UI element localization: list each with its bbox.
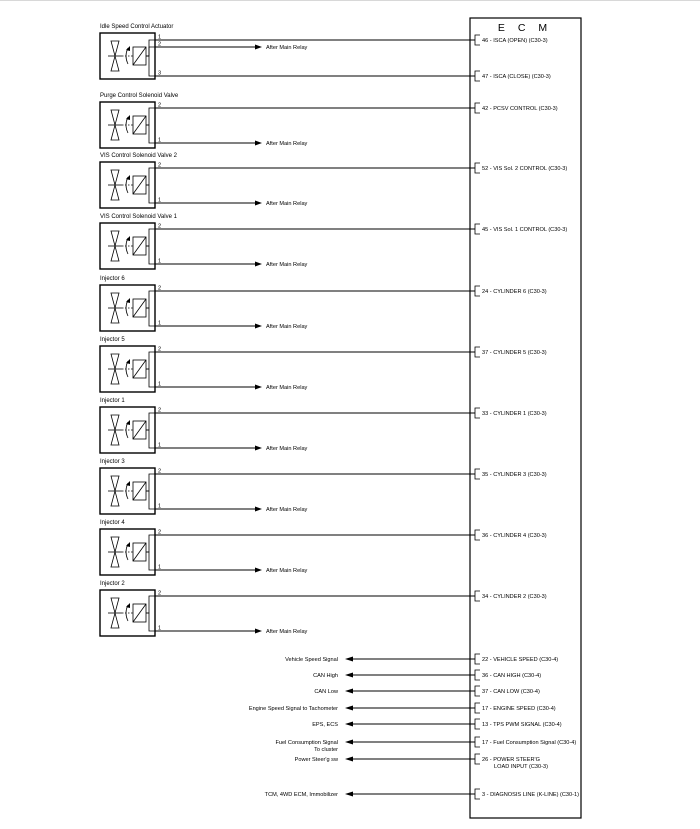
component-title: Injector 5 [100,337,125,343]
ecm-pin-label: 42 - PCSV CONTROL (C30-3) [482,106,558,112]
pin-number: 1 [158,503,162,510]
ecm-pin-label: 22 - VEHICLE SPEED (C30-4) [482,657,559,663]
signal-label: CAN Low [314,689,338,695]
arrow-left-icon [345,673,353,678]
signal-label: Fuel Consumption Signal [275,740,338,746]
pin-number: 1 [158,625,162,632]
wire-pin-2 [146,42,308,57]
component-title: Injector 1 [100,398,125,404]
component-title: VIS Control Solenoid Valve 2 [100,153,177,159]
arrow-right-icon [255,385,262,390]
ecm-pin-label: 47 - ISCA (CLOSE) (C30-3) [482,74,551,80]
pin-number: 2 [158,529,162,536]
signal-label: Vehicle Speed Signal [285,657,338,663]
wire-pin-1 [146,491,308,513]
pin-number: 1 [158,137,162,144]
arrow-right-icon [255,507,262,512]
component-title: Idle Speed Control Actuator [100,24,174,30]
component-title: Injector 3 [100,459,125,465]
arrow-left-icon [345,792,353,797]
ecm-pin-label: 36 - CYLINDER 4 (C30-3) [482,533,547,539]
relay-label: After Main Relay [266,446,308,452]
arrow-right-icon [255,446,262,451]
arrow-right-icon [255,324,262,329]
signal-label: EPS, ECS [312,722,338,728]
wire-pin-1 [146,369,308,391]
ecm-pin-label: 17 - Fuel Consumption Signal (C30-4) [482,740,577,746]
relay-label: After Main Relay [266,385,308,391]
ecm-box [470,18,581,818]
ecm-pin-label: 34 - CYLINDER 2 (C30-3) [482,594,547,600]
arrow-right-icon [255,201,262,206]
signal-label: TCM, 4WD ECM, Immobilizer [264,792,338,798]
pin-number: 1 [158,197,162,204]
relay-label: After Main Relay [266,324,308,330]
component-title: Purge Control Solenoid Valve [100,93,179,99]
pin-number: 2 [158,285,162,292]
signal-label: Engine Speed Signal to Tachometer [248,706,338,712]
ecm-title: E C M [497,22,553,34]
component-title: Injector 4 [100,520,125,526]
signal-label: To cluster [314,747,338,753]
wire-pin-1 [146,430,308,452]
ecm-pin-label: 24 - CYLINDER 6 (C30-3) [482,289,547,295]
signal-line-7 [295,754,548,770]
arrow-left-icon [345,722,353,727]
component-title: Injector 6 [100,276,125,282]
pin-number: 1 [158,381,162,388]
ecm-pin-label: 3 - DIAGNOSIS LINE (K-LINE) (C30-1) [482,792,579,798]
ecm-pin-label: 37 - CAN LOW (C30-4) [482,689,540,695]
ecm-pin-label: 26 - POWER STEER'G [482,757,540,763]
ecm-pin-label: 52 - VIS Sol. 2 CONTROL (C30-3) [482,166,568,172]
signal-label: Power Steer'g sw [294,757,338,763]
pin-number: 1 [158,564,162,571]
pin-number: 1 [158,258,162,265]
wire-pin-1 [146,246,308,268]
pin-number: 2 [158,590,162,597]
wire-pin-1 [146,552,308,574]
arrow-right-icon [255,141,262,146]
arrow-left-icon [345,740,353,745]
relay-label: After Main Relay [266,568,308,574]
arrow-left-icon [345,757,353,762]
arrow-right-icon [255,45,262,50]
relay-label: After Main Relay [266,629,308,635]
ecm-pin-label: 46 - ISCA (OPEN) (C30-3) [482,38,548,44]
component-title: Injector 2 [100,581,125,587]
ecm-pin-label: 33 - CYLINDER 1 (C30-3) [482,411,547,417]
wire-pin-1 [146,308,308,330]
arrow-left-icon [345,657,353,662]
wire-pin-1 [146,125,308,147]
signal-label: CAN High [313,673,338,679]
ecm-pin-label: 13 - TPS PWM SIGNAL (C30-4) [482,722,562,728]
wire-pin-1 [146,185,308,207]
arrow-left-icon [345,689,353,694]
wire-pin-1 [146,613,308,635]
ecm-pin-label: LOAD INPUT (C30-3) [494,764,548,770]
ecm-pin-label: 37 - CYLINDER 5 (C30-3) [482,350,547,356]
pin-number: 1 [158,320,162,327]
ecm-pin-label: 45 - VIS Sol. 1 CONTROL (C30-3) [482,227,568,233]
ecm-pin-label: 35 - CYLINDER 3 (C30-3) [482,472,547,478]
pin-number: 2 [158,162,162,169]
pin-number: 1 [158,442,162,449]
pin-number: 2 [158,102,162,109]
pin-number: 2 [158,41,162,48]
pin-number: 1 [158,34,162,41]
relay-label: After Main Relay [266,507,308,513]
arrow-right-icon [255,629,262,634]
arrow-right-icon [255,568,262,573]
arrow-right-icon [255,262,262,267]
component-title: VIS Control Solenoid Valve 1 [100,214,177,220]
pin-number: 2 [158,407,162,414]
pin-number: 2 [158,223,162,230]
arrow-left-icon [345,706,353,711]
relay-label: After Main Relay [266,262,308,268]
pin-number: 3 [158,70,162,77]
relay-label: After Main Relay [266,45,308,51]
relay-label: After Main Relay [266,201,308,207]
ecm-pin-label: 17 - ENGINE SPEED (C30-4) [482,706,556,712]
relay-label: After Main Relay [266,141,308,147]
pin-number: 2 [158,346,162,353]
pin-number: 2 [158,468,162,475]
ecm-pin-label: 36 - CAN HIGH (C30-4) [482,673,542,679]
